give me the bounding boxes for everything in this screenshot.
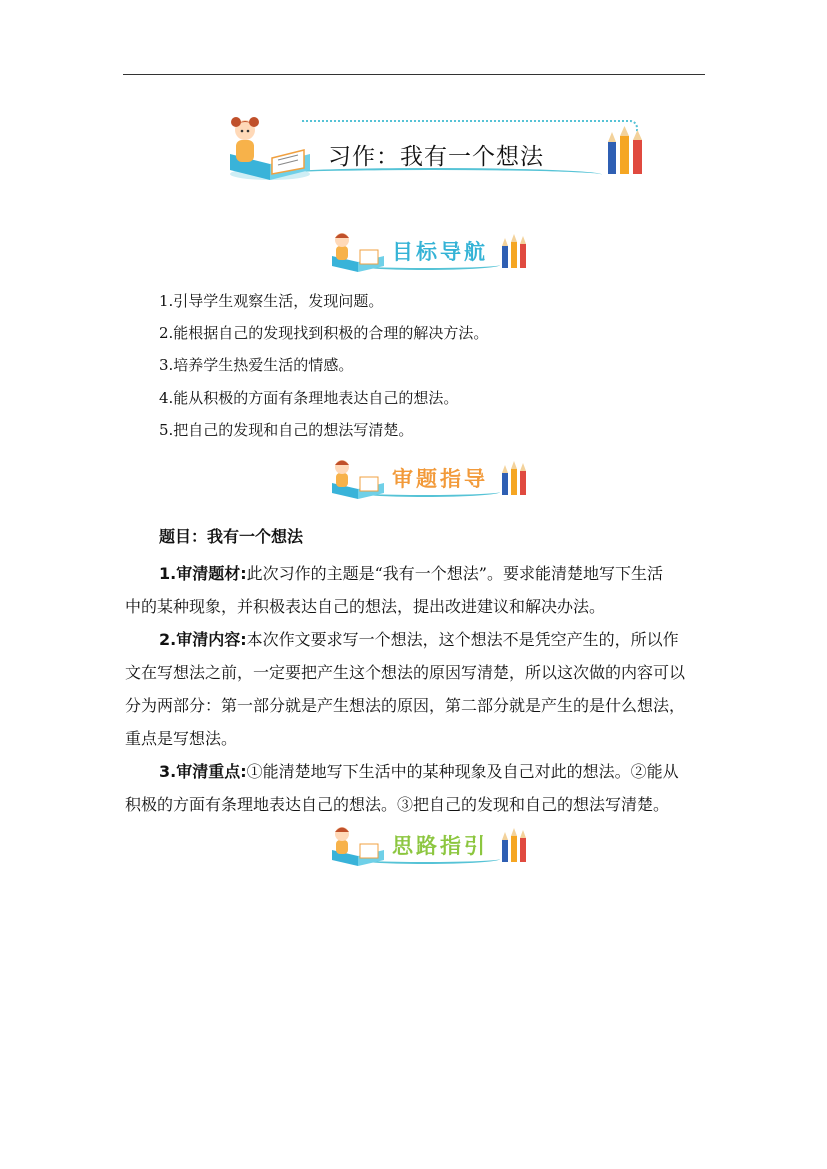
- point-1-line: [159, 561, 663, 584]
- point-2-line: 文在写想法之前，一定要把产生这个想法的原因写清楚，所以这次做的内容可以: [125, 663, 686, 682]
- topic-heading: 题目：我有一个想法: [159, 527, 304, 546]
- section-title-ideas: 思路指引: [392, 834, 488, 858]
- point-1-label: 1.审清题材:: [159, 564, 247, 583]
- girl-reading-icon: [328, 230, 388, 272]
- point-2-text: 本次作文要求写一个想法，这个想法不是凭空产生的，所以作: [246, 630, 679, 649]
- objective-item: 2.能根据自己的发现找到积极的合理的解决方法。: [159, 324, 489, 342]
- page-title: 习作：我有一个想法: [328, 144, 544, 170]
- section-title-goals: 目标导航: [392, 240, 488, 264]
- objective-item: 3.培养学生热爱生活的情感。: [159, 356, 354, 374]
- point-3-label: 3.审清重点:: [159, 762, 247, 781]
- pencils-icon: [604, 126, 648, 176]
- header-rule: [123, 74, 705, 75]
- section-title-review: 审题指导: [392, 467, 488, 491]
- section-header-ideas: [326, 822, 532, 868]
- pencils-icon: [500, 828, 530, 862]
- objective-item: 1.引导学生观察生活，发现问题。: [159, 292, 384, 310]
- girl-reading-icon: [222, 114, 318, 184]
- point-3-line: 积极的方面有条理地表达自己的想法。③把自己的发现和自己的想法写清楚。: [125, 795, 670, 814]
- girl-reading-icon: [328, 824, 388, 866]
- point-3-line: [159, 759, 679, 782]
- point-2-line: 重点是写想法。: [125, 729, 238, 748]
- pencils-icon: [500, 234, 530, 268]
- pencils-icon: [500, 461, 530, 495]
- point-1-text: 此次习作的主题是“我有一个想法”。要求能清楚地写下生活: [246, 564, 663, 583]
- objective-item: 5.把自己的发现和自己的想法写清楚。: [159, 421, 414, 439]
- point-3-text: ①能清楚地写下生活中的某种现象及自己对此的想法。②能从: [246, 762, 679, 781]
- objective-item: 4.能从积极的方面有条理地表达自己的想法。: [159, 389, 459, 407]
- point-2-line: 分为两部分：第一部分就是产生想法的原因，第二部分就是产生的是什么想法，: [125, 696, 686, 715]
- section-header-goals: [326, 228, 532, 274]
- section-header-review: [326, 455, 532, 501]
- point-2-line: [159, 627, 679, 650]
- point-2-label: 2.审清内容:: [159, 630, 247, 649]
- point-1-line: 中的某种现象，并积极表达自己的想法，提出改进建议和解决办法。: [125, 597, 606, 616]
- girl-reading-icon: [328, 457, 388, 499]
- title-banner: [222, 112, 652, 188]
